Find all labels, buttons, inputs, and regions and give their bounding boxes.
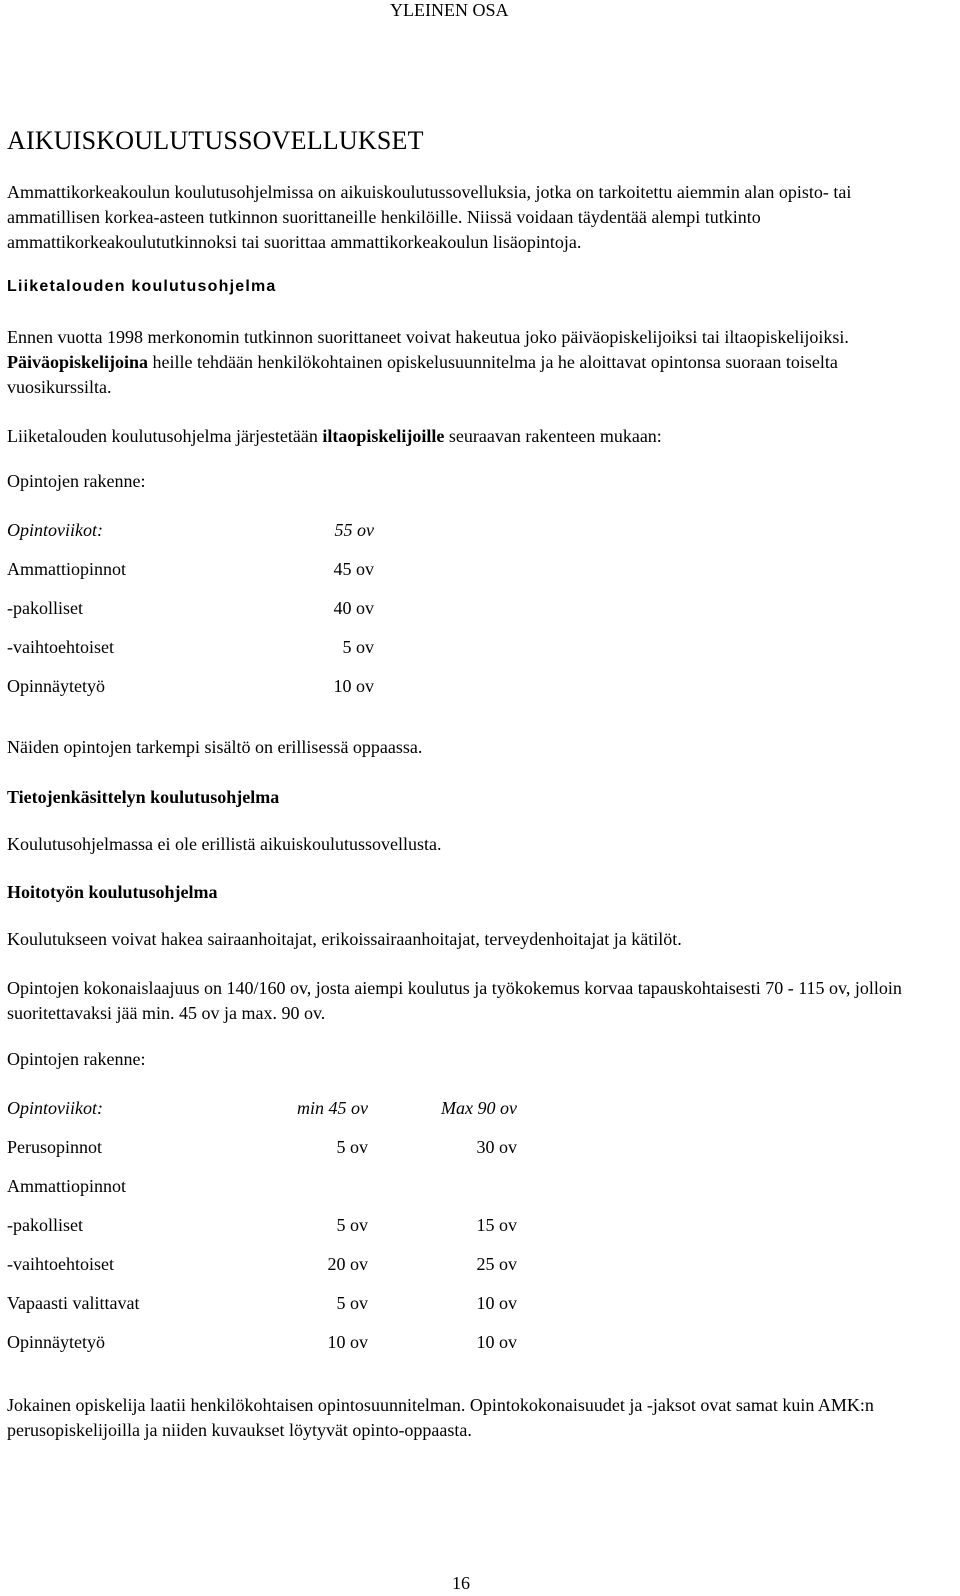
table-row-value: 45 ov — [333, 559, 374, 579]
table-row-value: 40 ov — [333, 598, 374, 618]
page-title: AIKUISKOULUTUSSOVELLUKSET — [7, 126, 424, 155]
hoitotyo-paragraph-1: Koulutukseen voivat hakea sairaanhoitajat, erikoissairaanhoitajat, terveydenhoitajat ja kätilöt. — [7, 929, 682, 949]
page-number: 16 — [452, 1573, 470, 1593]
table-row-value: 10 ov — [333, 676, 374, 696]
table-row-label: Opintoviikot: — [7, 520, 103, 540]
section-heading-tietojenkasittely: Tietojenkäsittelyn koulutusohjelma — [7, 787, 280, 807]
table-row-max: 15 ov — [476, 1215, 517, 1235]
table-row-max: Max 90 ov — [441, 1098, 517, 1118]
section-heading-hoitotyo: Hoitotyön koulutusohjelma — [7, 882, 218, 902]
hoitotyo-paragraph-2: Opintojen kokonaislaajuus on 140/160 ov, josta aiempi koulutus ja työkokemus korvaa tapauskohtaisesti 70 - 115 ov, jolloin suoritettavaksi jää min. 45 ov ja max. 90 ov. — [7, 978, 902, 1023]
liiketalous-p2-bold: iltaopiskelijoille — [322, 426, 445, 446]
table-row-label: -vaihtoehtoiset — [7, 637, 114, 657]
table-row-max: 10 ov — [476, 1293, 517, 1313]
table-row-min: 5 ov — [336, 1293, 368, 1313]
table-row-label: Perusopinnot — [7, 1137, 103, 1157]
page-header: YLEINEN OSA — [390, 0, 509, 20]
table-row-min: 20 ov — [327, 1254, 368, 1274]
section-heading-liiketalous: Liiketalouden koulutusohjelma — [7, 278, 277, 295]
table-row-max: 30 ov — [476, 1137, 517, 1157]
liiketalous-p1-bold: Päiväopiskelijoina — [7, 352, 149, 372]
table-row-value: 5 ov — [342, 637, 374, 657]
table-row-label: Opinnäytetyö — [7, 1332, 105, 1352]
liiketalous-paragraph-1 — [7, 325, 937, 400]
hoitotyo-structure-label: Opintojen rakenne: — [7, 1049, 146, 1069]
table-row-label: Ammattiopinnot — [7, 559, 126, 579]
liiketalous-p2-pre: Liiketalouden koulutusohjelma järjestetään — [7, 426, 318, 446]
liiketalous-p2-post: seuraavan rakenteen mukaan: — [448, 426, 662, 446]
table-row-max: 10 ov — [476, 1332, 517, 1352]
table-row-min: min 45 ov — [297, 1098, 368, 1118]
table-row-min: 5 ov — [336, 1215, 368, 1235]
intro-paragraph: Ammattikorkeakoulun koulutusohjelmissa on aikuiskoulutussovelluksia, jotka on tarkoitettu aiemmin alan opisto- tai ammatillisen korkea-asteen tutkinnon suorittaneille henkilöille. Niissä voidaan täydentää alempi tutkinto ammattikorkeakoulututkinnoksi tai suorittaa ammattikorkeakoulun lisäopintoja. — [7, 182, 852, 252]
hoitotyo-closing-paragraph: Jokainen opiskelija laatii henkilökohtaisen opintosuunnitelman. Opintokokonaisuudet ja -jaksot ovat samat kuin AMK:n perusopiskelijoilla ja niiden kuvaukset löytyvät opinto-oppaasta. — [7, 1395, 874, 1440]
table-row-min: 5 ov — [336, 1137, 368, 1157]
table-row-label: Opintoviikot: — [7, 1098, 103, 1118]
liiketalous-note: Näiden opintojen tarkempi sisältö on erillisessä oppaassa. — [7, 737, 423, 757]
table-row-label: Ammattiopinnot — [7, 1176, 126, 1196]
liiketalous-structure-label: Opintojen rakenne: — [7, 471, 146, 491]
tietojenkasittely-text: Koulutusohjelmassa ei ole erillistä aikuiskoulutussovellusta. — [7, 834, 442, 854]
table-row-label: Vapaasti valittavat — [7, 1293, 140, 1313]
table-row-value: 55 ov — [334, 520, 374, 540]
table-row-label: -pakolliset — [7, 598, 83, 618]
liiketalous-p1-text: Ennen vuotta 1998 merkonomin tutkinnon suorittaneet voivat hakeutua joko päiväopiskelijoiksi tai iltaopiskelijoiksi. — [7, 327, 849, 347]
table-row-label: Opinnäytetyö — [7, 676, 105, 696]
liiketalous-p1-rest: heille tehdään henkilökohtainen opiskelusuunnitelma ja he aloittavat opintonsa suoraan toiselta vuosikurssilta. — [7, 352, 838, 397]
table-row-label: -pakolliset — [7, 1215, 83, 1235]
table-row-min: 10 ov — [327, 1332, 368, 1352]
liiketalous-paragraph-2 — [7, 424, 937, 449]
table-row-max: 25 ov — [476, 1254, 517, 1274]
table-row-label: -vaihtoehtoiset — [7, 1254, 114, 1274]
